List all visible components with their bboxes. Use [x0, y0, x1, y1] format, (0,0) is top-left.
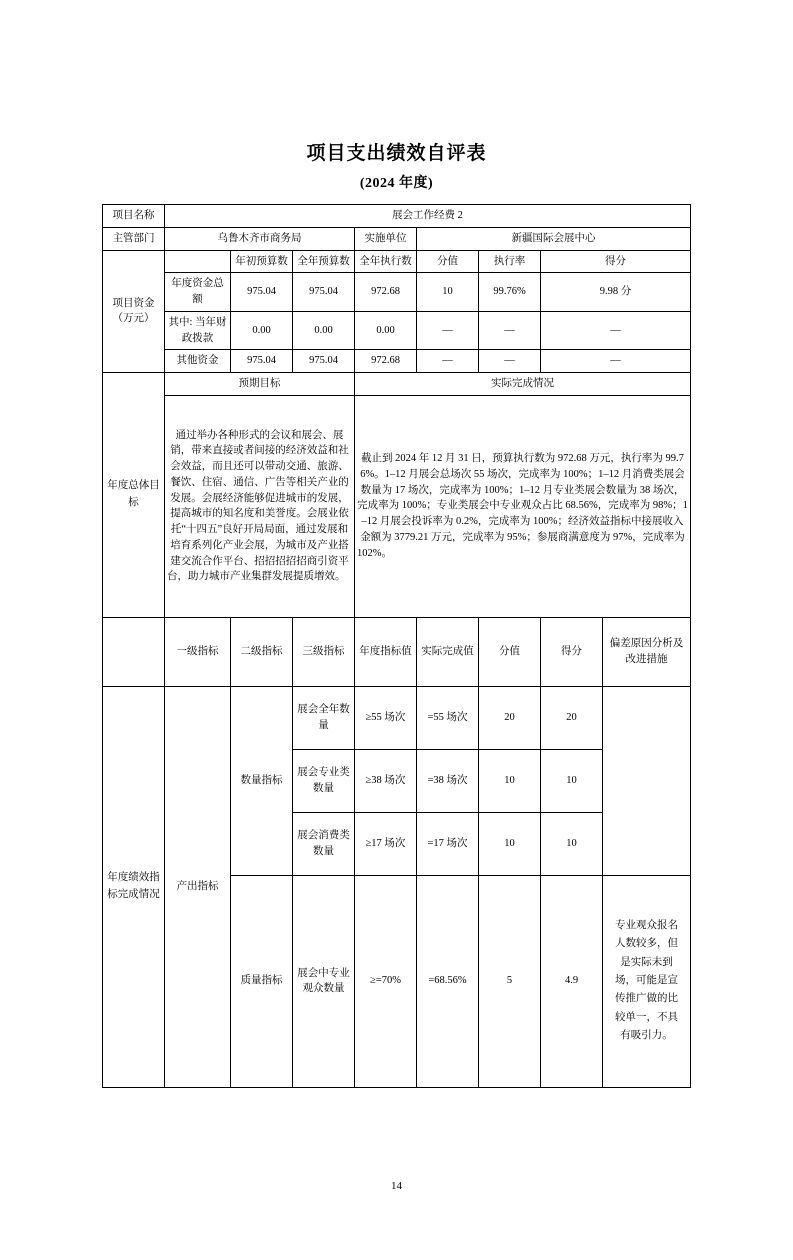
- funds-cell: —: [541, 311, 691, 350]
- page-number: 14: [391, 1180, 402, 1192]
- funds-header-score-value: 分值: [417, 250, 479, 273]
- indicator-level3: 展会中专业观众数量: [293, 875, 355, 1087]
- funds-header-blank: [165, 250, 231, 273]
- indicator-header-deviation: 偏差原因分析及改进措施: [603, 617, 691, 686]
- indicator-score-value: 10: [479, 812, 541, 875]
- funds-cell: —: [479, 350, 541, 373]
- funds-cell: 10: [417, 273, 479, 312]
- page-title: 项目支出绩效自评表: [306, 143, 487, 164]
- indicator-header-score-value: 分值: [479, 617, 541, 686]
- document-page: [0, 138, 793, 1260]
- project-name-label: 项目名称: [103, 205, 165, 228]
- indicator-header-level1: 一级指标: [165, 617, 231, 686]
- indicator-section-label-text: 年度绩效指标完成情况: [107, 871, 160, 900]
- table-row: [103, 205, 691, 228]
- indicator-score: 10: [541, 812, 603, 875]
- funds-cell: 975.04: [293, 273, 355, 312]
- page-subtitle: (2024 年度): [359, 176, 434, 191]
- project-funds-unit-text: （万元）: [112, 313, 155, 325]
- indicator-annual-value: ≥38 场次: [355, 749, 417, 812]
- funds-row-name: 其中: 当年财政拨款: [165, 311, 231, 350]
- indicator-deviation: 专业观众报名人数较多，但是实际未到场，可能是宣传推广做的比较单一，不具有吸引力。: [603, 875, 691, 1087]
- funds-header-execution-rate: 执行率: [479, 250, 541, 273]
- indicator-header-blank: [103, 617, 165, 686]
- indicator-level1-output: 产出指标: [165, 686, 231, 1087]
- annual-goal-label-text: 年度总体目标: [107, 480, 160, 508]
- funds-header-score: 得分: [541, 250, 691, 273]
- indicator-header-level3: 三级指标: [293, 617, 355, 686]
- indicator-score-value: 20: [479, 686, 541, 749]
- table-row: [103, 227, 691, 250]
- project-funds-label: [103, 250, 165, 373]
- indicator-score: 20: [541, 686, 603, 749]
- funds-cell: 0.00: [231, 311, 293, 350]
- indicator-level3: 展会专业类数量: [293, 749, 355, 812]
- funds-cell: 9.98 分: [541, 273, 691, 312]
- funds-header-annual-budget: 全年预算数: [293, 250, 355, 273]
- funds-header-initial-budget: 年初预算数: [231, 250, 293, 273]
- indicator-level3: 展会全年数量: [293, 686, 355, 749]
- department-label: 主管部门: [103, 227, 165, 250]
- indicator-actual-value: =55 场次: [417, 686, 479, 749]
- indicator-score-value: 10: [479, 749, 541, 812]
- table-row: [103, 273, 691, 312]
- indicator-header-actual-value: 实际完成值: [417, 617, 479, 686]
- funds-cell: —: [541, 350, 691, 373]
- table-row: [103, 373, 691, 396]
- funds-row-name: 年度资金总额: [165, 273, 231, 312]
- funds-cell: 975.04: [293, 350, 355, 373]
- table-row: [103, 311, 691, 350]
- indicator-header-annual-value: 年度指标值: [355, 617, 417, 686]
- indicator-annual-value: ≥55 场次: [355, 686, 417, 749]
- table-row: [103, 250, 691, 273]
- table-row: [103, 395, 691, 617]
- annual-goal-label: [103, 373, 165, 618]
- indicator-actual-value: =17 场次: [417, 812, 479, 875]
- table-row: [103, 350, 691, 373]
- indicator-level2-quality: 质量指标: [231, 875, 293, 1087]
- funds-cell: 972.68: [355, 273, 417, 312]
- funds-cell: 0.00: [355, 311, 417, 350]
- funds-cell: 975.04: [231, 350, 293, 373]
- project-funds-label-text: 项目资金: [112, 297, 155, 309]
- indicator-level2-quantity: 数量指标: [231, 686, 293, 875]
- implementing-unit-value: 新疆国际会展中心: [417, 227, 691, 250]
- table-row: [103, 617, 691, 686]
- indicator-section-label: [103, 686, 165, 1087]
- funds-cell: —: [417, 311, 479, 350]
- indicator-score-value: 5: [479, 875, 541, 1087]
- indicator-deviation: [603, 686, 691, 875]
- funds-cell: 975.04: [231, 273, 293, 312]
- indicator-actual-value: =68.56%: [417, 875, 479, 1087]
- funds-cell: —: [417, 350, 479, 373]
- funds-cell: —: [479, 311, 541, 350]
- indicator-annual-value: ≥17 场次: [355, 812, 417, 875]
- indicator-annual-value: ≥=70%: [355, 875, 417, 1087]
- expected-goal-header: 预期目标: [165, 373, 355, 396]
- department-value: 乌鲁木齐市商务局: [165, 227, 355, 250]
- funds-row-name: 其他资金: [165, 350, 231, 373]
- expected-goal-text: 通过举办各种形式的会议和展会、展销，带来直接或者间接的经济效益和社会效益，而且还可以带动交通、旅游、餐饮、住宿、通信、广告等相关产业的发展。会展经济能够促进城市的发展，提高城市的知名度和美誉度。会展业依托“十四五”良好开局局面，通过发展和培育系列化产业会展，为城市及产业搭建交流合作平台、招招招招招商引资平台，助力城市产业集群发展提质增效。: [165, 395, 355, 617]
- indicator-actual-value: =38 场次: [417, 749, 479, 812]
- implementing-unit-label: 实施单位: [355, 227, 417, 250]
- indicator-header-score: 得分: [541, 617, 603, 686]
- indicator-score: 4.9: [541, 875, 603, 1087]
- project-name-value: 展会工作经费 2: [165, 205, 691, 228]
- indicator-score: 10: [541, 749, 603, 812]
- indicator-header-level2: 二级指标: [231, 617, 293, 686]
- funds-header-annual-executed: 全年执行数: [355, 250, 417, 273]
- table-row: [103, 686, 691, 749]
- funds-cell: 99.76%: [479, 273, 541, 312]
- indicator-level3: 展会消费类数量: [293, 812, 355, 875]
- performance-self-evaluation-table: [102, 204, 691, 1088]
- funds-cell: 972.68: [355, 350, 417, 373]
- actual-completion-header: 实际完成情况: [355, 373, 691, 396]
- actual-completion-text: 截止到 2024 年 12 月 31 日，预算执行数为 972.68 万元，执行率为 99.76%。1–12 月展会总场次 55 场次，完成率为 100%；1–12 月消费类展会数量为 17 场次，完成率为 100%；1–12 月专业类展会数量为 38 场次，完成率为 100%；专业类展会中专业观众占比 68.56%，完成率为 98%；1–12 月展会投诉率为 0.2%，完成率为 100%；经济效益指标中接展收入金额为 3779.21 万元，完成率为 95%；参展商满意度为 97%，完成率为 102%。: [355, 395, 691, 617]
- funds-cell: 0.00: [293, 311, 355, 350]
